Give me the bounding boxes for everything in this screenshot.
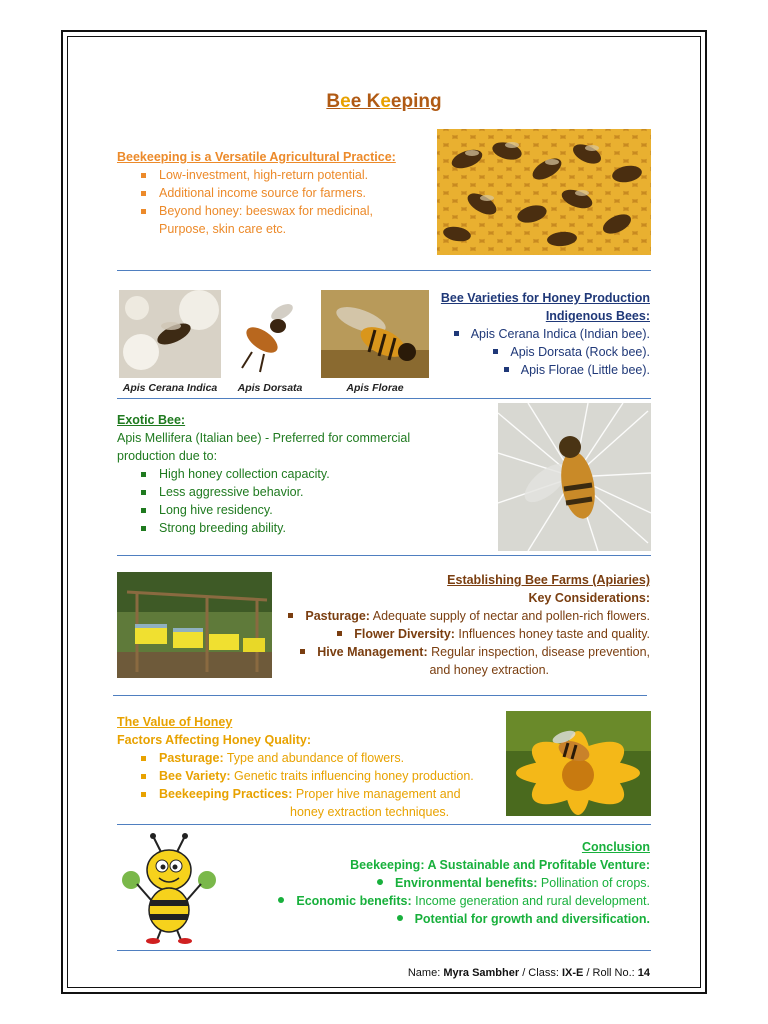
apiaries-continuation: and honey extraction.	[429, 663, 549, 677]
exotic-list	[117, 465, 447, 537]
exotic-intro-line-1: Apis Mellifera (Italian bee) - Preferred for commercial	[117, 431, 411, 445]
honey-subheading: Factors Affecting Honey Quality:	[117, 733, 312, 747]
author-footer: Name: Myra Sambher / Class: IX-E / Roll No.: 14	[407, 967, 650, 979]
apiaries-heading: Establishing Bee Farms (Apiaries)	[447, 573, 650, 587]
honey-heading: The Value of Honey	[117, 715, 233, 729]
varieties-list	[432, 325, 650, 379]
list-item: Apis Dorsata (Rock bee).	[432, 343, 650, 361]
title-letter: e	[340, 91, 351, 112]
caption-apis-florae: Apis Florae	[346, 382, 404, 394]
list-item: Potential for growth and diversification.	[232, 910, 650, 928]
title-letter: p	[401, 91, 414, 112]
list-item: Pasturage: Adequate supply of nectar and pollen-rich flowers.	[262, 607, 650, 625]
intro-section	[117, 148, 417, 238]
list-item: Flower Diversity: Influences honey taste and quality.	[262, 625, 650, 643]
conclusion-subheading: Beekeeping: A Sustainable and Profitable Venture:	[350, 858, 650, 872]
list-item: Apis Cerana Indica (Indian bee).	[432, 325, 650, 343]
title-letter: B	[326, 91, 341, 112]
exotic-intro-line-2: production due to:	[117, 449, 218, 463]
varieties-subheading: Indigenous Bees:	[545, 309, 650, 323]
title-letter: i	[413, 91, 419, 112]
intro-heading: Beekeeping is a Versatile Agricultural Practice:	[117, 150, 396, 164]
apiaries-list	[262, 607, 650, 661]
list-item: Additional income source for farmers.	[117, 184, 417, 202]
honey-section	[117, 713, 497, 821]
list-item: Low-investment, high-return potential.	[117, 166, 417, 184]
cartoon-bee-illustration	[117, 830, 221, 946]
list-item-continuation: Purpose, skin care etc.	[159, 222, 287, 236]
apis-florae-photo	[321, 290, 429, 378]
list-item: Bee Variety: Genetic traits influencing honey production.	[117, 767, 497, 785]
list-item: Apis Florae (Little bee).	[432, 361, 650, 379]
divider	[117, 270, 651, 271]
title-letter: e	[390, 91, 402, 112]
conclusion-heading: Conclusion	[581, 840, 650, 854]
list-item: Economic benefits: Income generation and rural development.	[232, 892, 650, 910]
honey-list	[117, 749, 497, 821]
list-item: Beekeeping Practices: Proper hive management and	[117, 785, 497, 803]
title-letter: n	[418, 91, 430, 112]
exotic-heading: Exotic Bee:	[117, 413, 186, 427]
apis-dorsata-photo	[232, 290, 304, 378]
intro-list	[117, 166, 417, 238]
list-item-continuation: honey extraction techniques.	[290, 805, 450, 819]
varieties-heading: Bee Varieties for Honey Production	[440, 291, 650, 305]
title-letter: e	[380, 91, 391, 112]
italian-bee-photo	[498, 403, 651, 551]
divider	[113, 695, 647, 696]
title-letter: K	[366, 91, 381, 112]
list-item: Strong breeding ability.	[117, 519, 447, 537]
divider	[117, 398, 651, 399]
caption-apis-cerana-indica: Apis Cerana Indica	[122, 382, 218, 394]
honeycomb-bees-photo	[437, 129, 651, 255]
divider	[117, 555, 651, 556]
list-item: Environmental benefits: Pollination of crops.	[232, 874, 650, 892]
list-item: High honey collection capacity.	[117, 465, 447, 483]
list-item: Long hive residency.	[117, 501, 447, 519]
conclusion-section	[232, 838, 650, 928]
apiaries-subheading: Key Considerations:	[528, 591, 650, 605]
apis-cerana-indica-photo	[119, 290, 221, 378]
list-item: Pasturage: Type and abundance of flowers.	[117, 749, 497, 767]
divider	[117, 824, 651, 825]
divider	[117, 950, 651, 951]
bee-on-flower-photo	[506, 711, 651, 816]
list-item: Less aggressive behavior.	[117, 483, 447, 501]
page-title	[0, 90, 768, 114]
exotic-section	[117, 411, 447, 537]
varieties-section	[432, 289, 650, 379]
apiary-photo	[117, 572, 272, 678]
list-item: Hive Management: Regular inspection, disease prevention,	[262, 643, 650, 661]
apiaries-section	[262, 571, 650, 679]
caption-apis-dorsata: Apis Dorsata	[237, 382, 303, 394]
title-letter: e	[350, 91, 362, 112]
conclusion-list	[232, 874, 650, 928]
title-letter: g	[429, 91, 442, 112]
list-item: Beyond honey: beeswax for medicinal,	[117, 202, 417, 220]
